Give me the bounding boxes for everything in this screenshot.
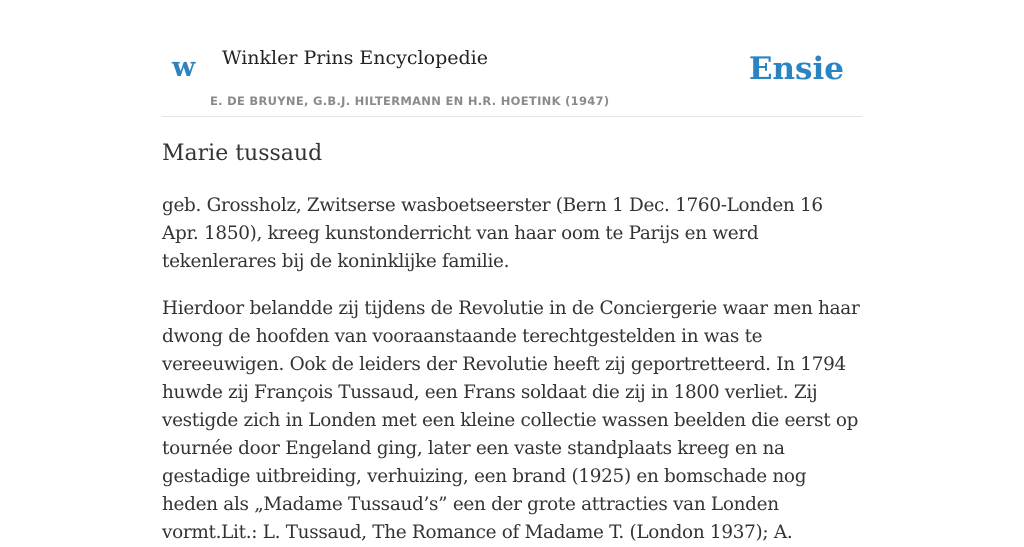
- encyclopedia-title[interactable]: Winkler Prins Encyclopedie: [222, 47, 488, 69]
- ensie-logo[interactable]: Ensie: [748, 51, 844, 87]
- winkler-prins-logo-icon[interactable]: w: [172, 52, 196, 83]
- article-title: Marie tussaud: [162, 141, 323, 166]
- site-header: [162, 40, 862, 117]
- article-paragraph-1: geb. Grossholz, Zwitserse wasboetseerster (Bern 1 Dec. 1760-Londen 16 Apr. 1850), kreeg kunstonderricht van haar oom te Parijs en werd tekenlerares bij de koninklijke familie.: [162, 195, 823, 272]
- encyclopedia-authors: E. DE BRUYNE, G.B.J. HILTERMANN EN H.R. HOETINK (1947): [210, 94, 610, 108]
- article: [162, 138, 862, 547]
- article-paragraph-2: Hierdoor belandde zij tijdens de Revolutie in de Conciergerie waar men haar dwong de hoofden van vooraanstaande terechtgestelden in was te vereeuwigen. Ook de leiders der Revolutie heeft zij geportretteerd. In 1794 huwde zij François Tussaud, een Frans soldaat die zij in 1800 verliet. Zij vestigde zich in Londen met een kleine collectie wassen beelden die eerst op tournée door Engeland ging, later een vaste standplaats kreeg en na gestadige uitbreiding, verhuizing, een brand (1925) en bomschade nog heden als „Madame Tussaud’s” een der grote attracties van Londen vormt.Lit.: L. Tussaud, The Romance of Madame T. (London 1937); A.: [162, 298, 860, 543]
